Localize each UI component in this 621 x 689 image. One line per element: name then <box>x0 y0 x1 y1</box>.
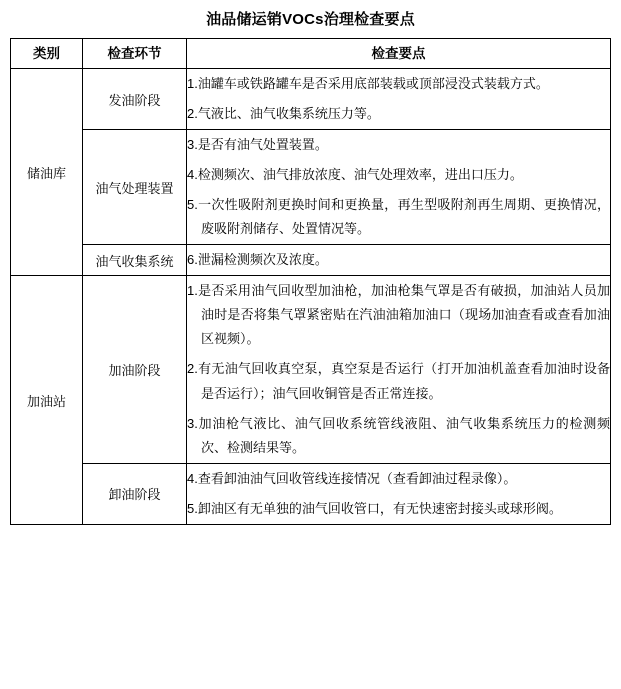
points-cell-refueling <box>187 276 611 463</box>
points-cell-unloading <box>187 463 611 524</box>
column-header-stage: 检查环节 <box>83 39 187 69</box>
point-item: 4.查看卸油油气回收管线连接情况（查看卸油过程录像）。 <box>187 470 517 486</box>
stage-cell-vapor-treatment: 油气处理装置 <box>83 130 187 245</box>
points-cell-dispatch <box>187 69 611 130</box>
category-cell-storage-depot: 储油库 <box>11 69 83 276</box>
vocs-inspection-table <box>10 38 611 525</box>
table-row <box>11 276 611 463</box>
stage-cell-unloading: 卸油阶段 <box>83 463 187 524</box>
stage-cell-dispatch: 发油阶段 <box>83 69 187 130</box>
table-row <box>11 245 611 276</box>
point-item: 2.有无油气回收真空泵，真空泵是否运行（打开加油机盖查看加油时设备是否运行）；油气回收铜管是否正常连接。 <box>187 361 610 401</box>
point-item: 1.油罐车或铁路罐车是否采用底部装载或顶部浸没式装载方式。 <box>187 76 549 91</box>
stage-cell-vapor-collection: 油气收集系统 <box>83 245 187 276</box>
point-item: 5.一次性吸附剂更换时间和更换量，再生型吸附剂再生周期、更换情况，废吸附剂储存、处置情况等。 <box>187 197 610 237</box>
page-title: 油品储运销VOCs治理检查要点 <box>206 11 415 28</box>
point-item: 1.是否采用油气回收型加油枪，加油枪集气罩是否有破损，加油站人员加油时是否将集气罩紧密贴在汽油油箱加油口（现场加油查看或查看加油区视频）。 <box>187 283 610 347</box>
point-item: 5.卸油区有无单独的油气回收管口，有无快速密封接头或球形阀。 <box>187 500 562 516</box>
table-row <box>11 69 611 130</box>
table-header-row <box>11 39 611 69</box>
point-item: 4.检测频次、油气排放浓度、油气处理效率，进出口压力。 <box>187 167 523 183</box>
stage-cell-refueling: 加油阶段 <box>83 276 187 463</box>
points-cell-vapor-treatment <box>187 130 611 245</box>
table-row <box>11 130 611 245</box>
points-cell-vapor-collection <box>187 245 611 276</box>
table-row <box>11 463 611 524</box>
point-item: 3.加油枪气液比、油气回收系统管线液阻、油气收集系统压力的检测频次、检测结果等。 <box>187 415 610 455</box>
point-item: 6.泄漏检测频次及浓度。 <box>187 252 328 268</box>
category-cell-gas-station: 加油站 <box>11 276 83 524</box>
point-item: 3.是否有油气处置装置。 <box>187 137 328 153</box>
point-item: 2.气液比、油气收集系统压力等。 <box>187 106 380 122</box>
column-header-points: 检查要点 <box>187 39 611 69</box>
column-header-category: 类别 <box>11 39 83 69</box>
